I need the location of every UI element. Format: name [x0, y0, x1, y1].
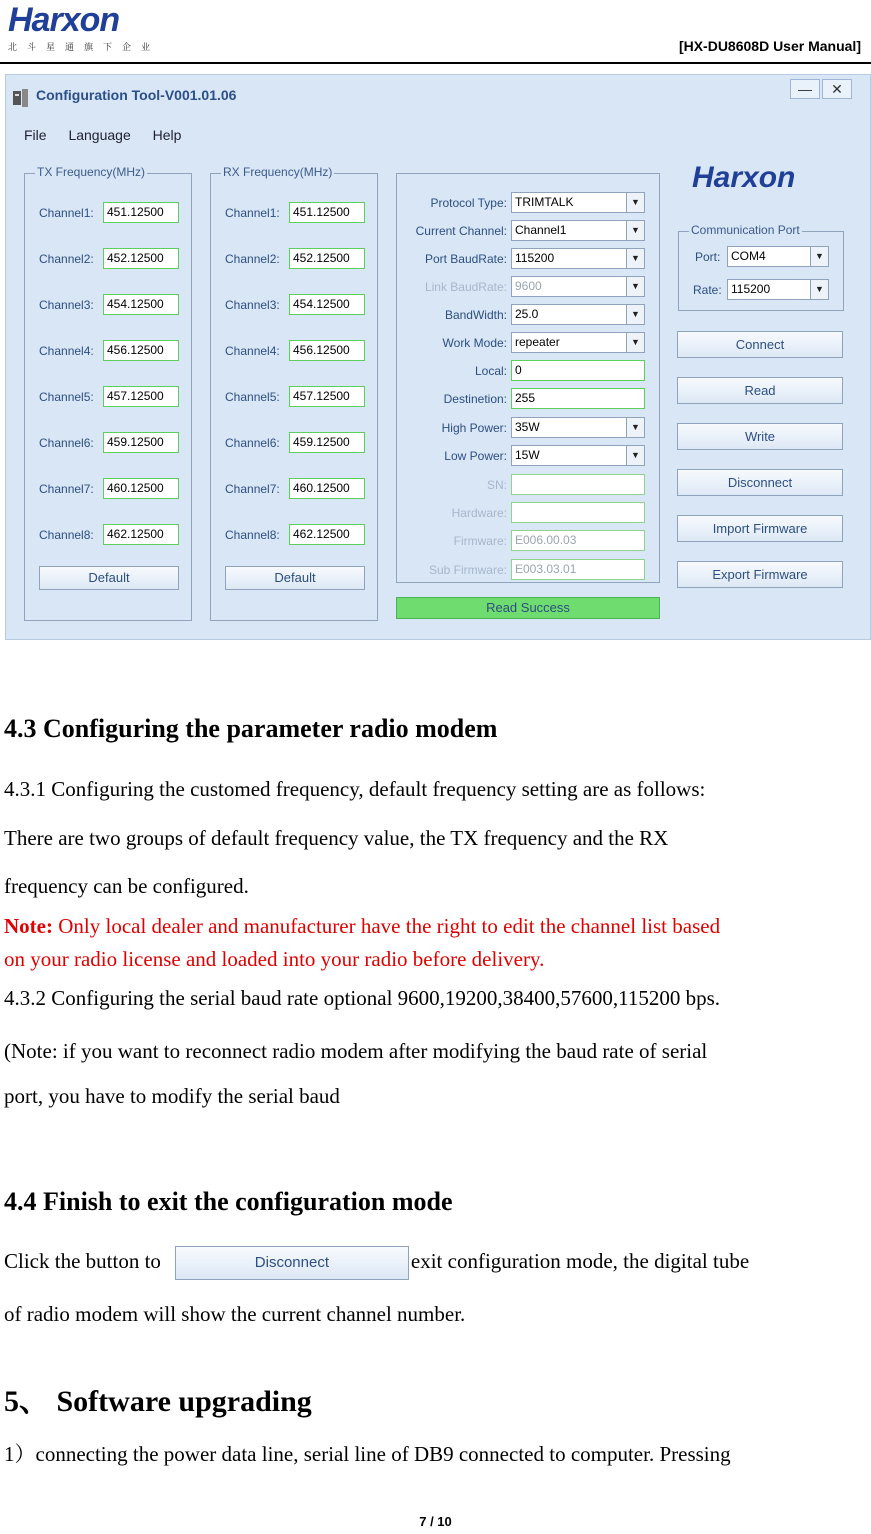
tx-channel3-input[interactable]: 454.12500: [103, 294, 179, 315]
write-button[interactable]: Write: [677, 423, 843, 450]
rx-channel-row: [211, 294, 377, 318]
channel-label: Channel4:: [39, 344, 94, 358]
menu-bar: [24, 127, 199, 143]
bandwidth-row: [397, 304, 659, 328]
firmware-input[interactable]: E006.00.03: [511, 530, 645, 551]
high-power-select[interactable]: [511, 417, 645, 438]
tx-default-button[interactable]: Default: [39, 566, 179, 590]
work-mode-label: Work Mode:: [442, 336, 507, 350]
channel-label: Channel7:: [39, 482, 94, 496]
header-divider: [0, 62, 871, 64]
inline-disconnect-button: Disconnect: [175, 1246, 409, 1280]
rx-default-button[interactable]: Default: [225, 566, 365, 590]
work-mode-value: repeater: [515, 335, 560, 349]
connect-button[interactable]: Connect: [677, 331, 843, 358]
channel-label: Channel3:: [225, 298, 280, 312]
rate-label: Rate:: [693, 283, 722, 297]
current-channel-label: Current Channel:: [415, 224, 507, 238]
sub-firmware-label: Sub Firmware:: [428, 563, 507, 577]
low-power-select[interactable]: [511, 445, 645, 466]
channel-label: Channel6:: [39, 436, 94, 450]
section-4-3-2-line3: port, you have to modify the serial baud: [4, 1084, 340, 1108]
tx-channel-row: [25, 432, 191, 456]
protocol-type-value: TRIMTALK: [515, 195, 574, 209]
rx-channel-row: [211, 248, 377, 272]
chevron-down-icon[interactable]: ▼: [626, 446, 644, 465]
sn-label: SN:: [486, 478, 507, 492]
port-value: COM4: [731, 249, 766, 263]
tx-channel-row: [25, 294, 191, 318]
status-bar: Read Success: [396, 597, 660, 619]
channel-label: Channel8:: [225, 528, 280, 542]
chevron-down-icon[interactable]: ▼: [626, 305, 644, 324]
high-power-row: [397, 417, 659, 441]
tx-frequency-group: [24, 165, 192, 621]
rx-channel-row: [211, 386, 377, 410]
harxon-logo: [8, 1, 161, 54]
read-button[interactable]: Read: [677, 377, 843, 404]
local-row: [397, 360, 659, 384]
rx-channel2-input[interactable]: 452.12500: [289, 248, 365, 269]
tx-channel5-input[interactable]: 457.12500: [103, 386, 179, 407]
port-row: [679, 246, 843, 270]
chevron-down-icon[interactable]: ▼: [626, 277, 644, 296]
section-4-3-1-line3: frequency can be configured.: [4, 874, 249, 898]
tx-channel-row: [25, 248, 191, 272]
minimize-button[interactable]: —: [790, 79, 820, 99]
rx-channel3-input[interactable]: 454.12500: [289, 294, 365, 315]
bandwidth-label: BandWidth:: [444, 308, 507, 322]
chevron-down-icon[interactable]: ▼: [626, 193, 644, 212]
note-line1: Only local dealer and manufacturer have the right to edit the channel list based: [52, 914, 721, 938]
rx-channel-row: [211, 340, 377, 364]
tx-channel4-input[interactable]: 456.12500: [103, 340, 179, 361]
communication-port-group: [678, 223, 844, 311]
channel-label: Channel3:: [39, 298, 94, 312]
section-4-3-1-line1: 4.3.1 Configuring the customed frequency, default frequency setting are as follows:: [4, 777, 706, 801]
section-4-3-2-line1: 4.3.2 Configuring the serial baud rate optional 9600,19200,38400,57600,115200 bps.: [4, 986, 721, 1010]
firmware-label: Firmware:: [453, 534, 507, 548]
section-4-4-pre: Click the button to: [4, 1249, 161, 1273]
hardware-input[interactable]: [511, 502, 645, 523]
tx-channel6-input[interactable]: 459.12500: [103, 432, 179, 453]
app-icon: [10, 87, 32, 109]
section-4-4-line2: of radio modem will show the current channel number.: [4, 1302, 466, 1326]
channel-label: Channel8:: [39, 528, 94, 542]
sn-row: [397, 474, 659, 498]
section-4-4-line1: [4, 1246, 867, 1280]
close-button[interactable]: ✕: [822, 79, 852, 99]
local-label: Local:: [474, 364, 507, 378]
high-power-label: High Power:: [441, 421, 507, 435]
channel-label: Channel2:: [39, 252, 94, 266]
export-firmware-button[interactable]: Export Firmware: [677, 561, 843, 588]
tx-channel-row: [25, 202, 191, 226]
sn-input[interactable]: [511, 474, 645, 495]
section-4-4-post: exit configuration mode, the digital tube: [410, 1249, 750, 1273]
tx-channel7-input[interactable]: 460.12500: [103, 478, 179, 499]
rx-frequency-group: [210, 165, 378, 621]
firmware-row: [397, 530, 659, 554]
hardware-label: Hardware:: [451, 506, 507, 520]
channel-label: Channel1:: [39, 206, 94, 220]
current-channel-value: Channel1: [515, 223, 567, 237]
low-power-row: [397, 445, 659, 469]
rx-group-legend: RX Frequency(MHz): [223, 165, 333, 179]
link-baudrate-select[interactable]: [511, 276, 645, 297]
port-baudrate-row: [397, 248, 659, 272]
destination-input[interactable]: 255: [511, 388, 645, 409]
page-number: 7 / 10: [419, 1514, 452, 1529]
menu-file[interactable]: File: [24, 127, 47, 143]
rx-channel6-input[interactable]: 459.12500: [289, 432, 365, 453]
section-5-title: 5、 Software upgrading: [4, 1385, 312, 1418]
port-select[interactable]: [727, 246, 829, 267]
chevron-down-icon[interactable]: ▼: [626, 249, 644, 268]
rate-value: 115200: [731, 282, 771, 296]
port-baudrate-select[interactable]: [511, 248, 645, 269]
hardware-row: [397, 502, 659, 526]
destination-row: [397, 388, 659, 412]
import-firmware-button[interactable]: Import Firmware: [677, 515, 843, 542]
section-4-4-title: 4.4 Finish to exit the configuration mode: [4, 1187, 453, 1216]
port-baudrate-value: 115200: [515, 251, 555, 265]
section-4-3-1-line2: There are two groups of default frequency value, the TX frequency and the RX: [4, 826, 669, 850]
config-tool-window: [5, 74, 871, 640]
channel-label: Channel2:: [225, 252, 280, 266]
chevron-down-icon[interactable]: ▼: [626, 333, 644, 352]
chevron-down-icon[interactable]: ▼: [626, 418, 644, 437]
channel-label: Channel7:: [225, 482, 280, 496]
logo-subtitle: 北斗星通旗下企业: [8, 43, 161, 53]
bandwidth-value: 25.0: [515, 307, 539, 321]
manual-title: [HX-DU8608D User Manual]: [678, 38, 861, 54]
tx-channel2-input[interactable]: 452.12500: [103, 248, 179, 269]
rx-channel1-input[interactable]: 451.12500: [289, 202, 365, 223]
channel-label: Channel5:: [225, 390, 280, 404]
protocol-type-label: Protocol Type:: [430, 196, 507, 210]
rx-channel-row: [211, 432, 377, 456]
current-channel-row: [397, 220, 659, 244]
link-baudrate-row: [397, 276, 659, 300]
bandwidth-select[interactable]: [511, 304, 645, 325]
sub-firmware-input[interactable]: E003.03.01: [511, 559, 645, 580]
tx-channel-row: [25, 524, 191, 548]
low-power-value: 15W: [515, 448, 540, 462]
logo-text: Harxon: [8, 1, 120, 39]
destination-label: Destinetion:: [443, 392, 507, 406]
sub-firmware-row: [397, 559, 659, 583]
brand-logo: Harxon: [692, 161, 796, 194]
rx-channel-row: [211, 202, 377, 226]
rx-channel-row: [211, 478, 377, 502]
high-power-value: 35W: [515, 420, 540, 434]
low-power-label: Low Power:: [444, 449, 507, 463]
chevron-down-icon[interactable]: ▼: [810, 280, 828, 299]
current-channel-select[interactable]: [511, 220, 645, 241]
tx-channel8-input[interactable]: 462.12500: [103, 524, 179, 545]
menu-help[interactable]: Help: [152, 127, 182, 143]
local-input[interactable]: 0: [511, 360, 645, 381]
rate-row: [679, 279, 843, 303]
rate-select[interactable]: [727, 279, 829, 300]
tx-channel-row: [25, 386, 191, 410]
rx-channel-row: [211, 524, 377, 548]
tx-group-legend: TX Frequency(MHz): [37, 165, 146, 179]
protocol-type-row: [397, 192, 659, 216]
channel-label: Channel1:: [225, 206, 280, 220]
rx-channel4-input[interactable]: 456.12500: [289, 340, 365, 361]
note-label: Note:: [4, 914, 53, 938]
section-4-3-2-line2: (Note: if you want to reconnect radio modem after modifying the baud rate of serial: [4, 1039, 708, 1063]
work-mode-row: [397, 332, 659, 356]
tx-channel-row: [25, 478, 191, 502]
channel-label: Channel4:: [225, 344, 280, 358]
section-5-line1: 1）connecting the power data line, serial line of DB9 connected to computer. Pressing: [4, 1442, 731, 1466]
channel-label: Channel6:: [225, 436, 280, 450]
window-title: Configuration Tool-V001.01.06: [36, 87, 237, 103]
menu-language[interactable]: Language: [68, 127, 131, 143]
rx-channel8-input[interactable]: 462.12500: [289, 524, 365, 545]
channel-label: Channel5:: [39, 390, 94, 404]
chevron-down-icon[interactable]: ▼: [810, 247, 828, 266]
title-bar: [6, 75, 870, 115]
comm-port-legend: Communication Port: [691, 223, 800, 237]
section-4-3-title: 4.3 Configuring the parameter radio modem: [4, 714, 498, 743]
port-label: Port:: [695, 250, 721, 264]
link-baudrate-label: Link BaudRate:: [424, 280, 507, 294]
note-paragraph: [4, 913, 867, 939]
work-mode-select[interactable]: [511, 332, 645, 353]
note-line2: on your radio license and loaded into your radio before delivery.: [4, 947, 545, 971]
protocol-type-select[interactable]: [511, 192, 645, 213]
disconnect-button[interactable]: Disconnect: [677, 469, 843, 496]
link-baudrate-value: 9600: [515, 279, 542, 293]
rx-channel7-input[interactable]: 460.12500: [289, 478, 365, 499]
tx-channel1-input[interactable]: 451.12500: [103, 202, 179, 223]
chevron-down-icon[interactable]: ▼: [626, 221, 644, 240]
rx-channel5-input[interactable]: 457.12500: [289, 386, 365, 407]
port-baudrate-label: Port BaudRate:: [424, 252, 507, 266]
parameter-group: [396, 173, 660, 583]
tx-channel-row: [25, 340, 191, 364]
